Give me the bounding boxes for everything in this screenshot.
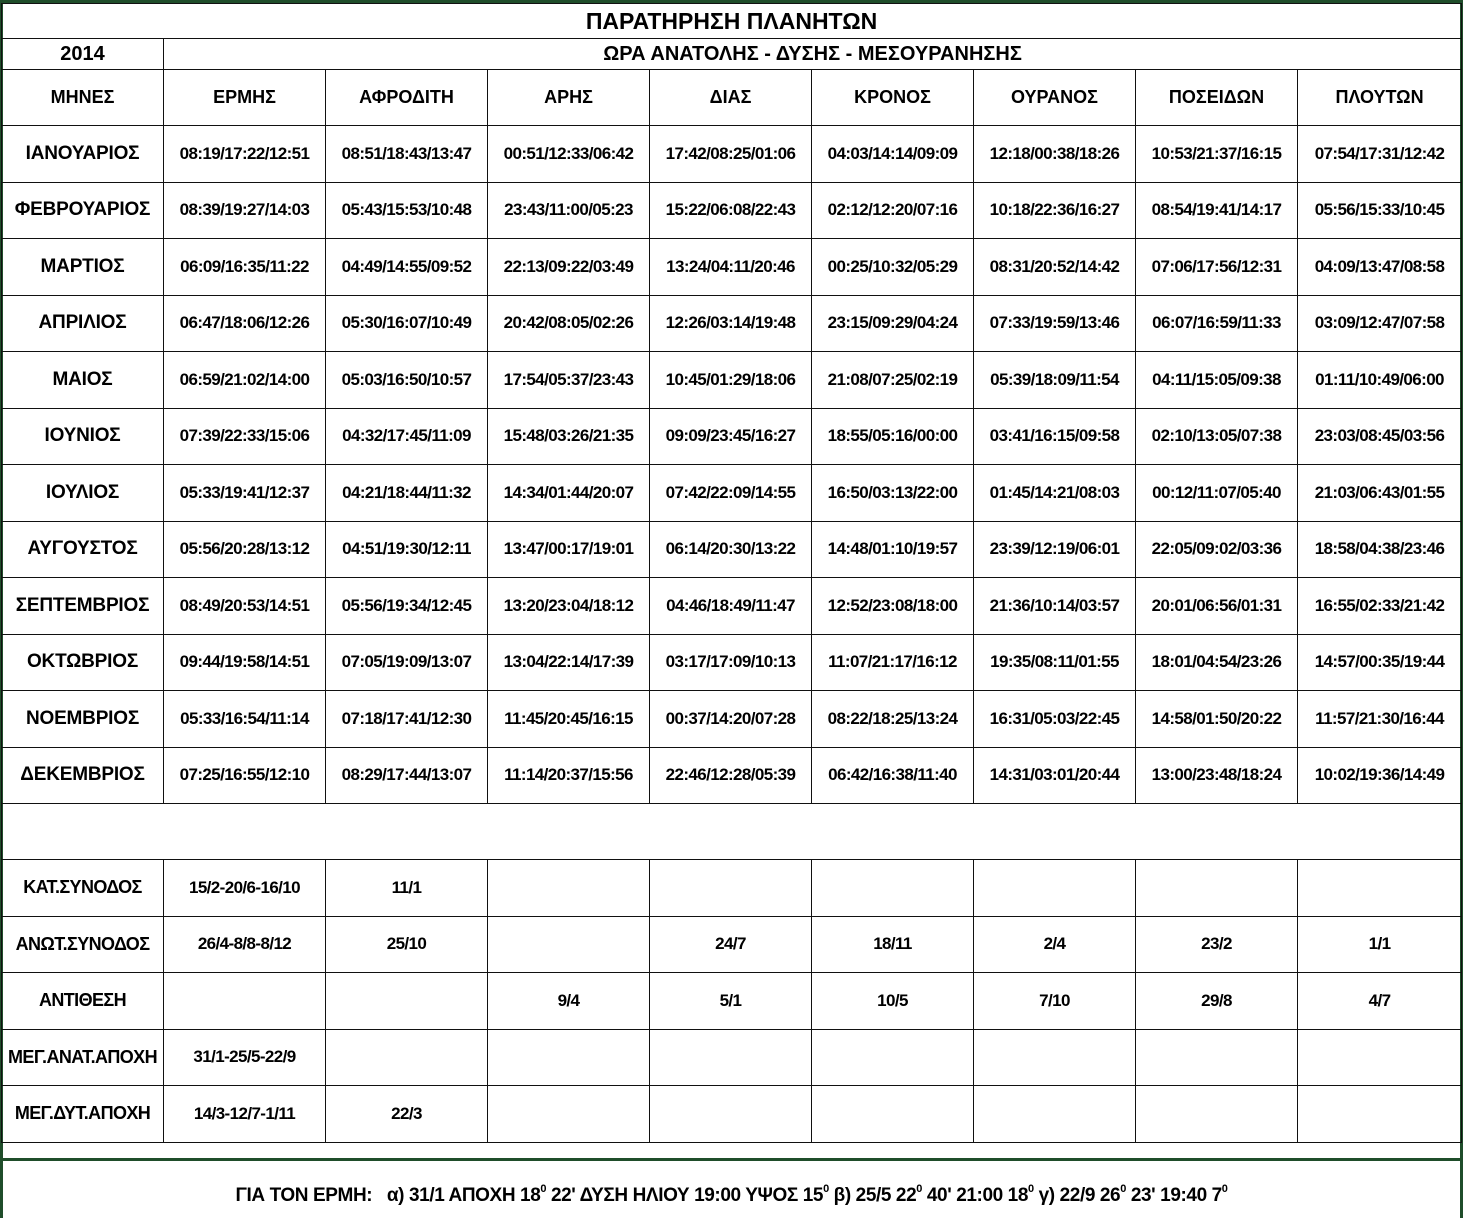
month-row	[2, 691, 1462, 748]
rise-set-transit-cell: 10:53/21:37/16:15	[1136, 126, 1298, 183]
rise-set-transit-cell: 14:31/03:01/20:44	[974, 747, 1136, 804]
rise-set-transit-cell: 15:48/03:26/21:35	[488, 408, 650, 465]
rise-set-transit-cell: 13:20/23:04/18:12	[488, 578, 650, 635]
rise-set-transit-cell: 21:36/10:14/03:57	[974, 578, 1136, 635]
event-date-cell: 31/1-25/5-22/9	[164, 1029, 326, 1086]
footnote-c-label: γ)	[1033, 1185, 1055, 1206]
month-row	[2, 295, 1462, 352]
rise-set-transit-cell: 21:08/07:25/02:19	[812, 352, 974, 409]
footnote-b-text2: 40' 21:00 18	[922, 1185, 1029, 1206]
months-header: ΜΗΝΕΣ	[2, 70, 164, 126]
footnote-prefix: ΓΙΑ ΤΟΝ ΕΡΜΗ:	[235, 1185, 373, 1206]
footnote-a-text2: 22' ΔΥΣΗ ΗΛΙΟΥ 19:00 ΥΨΟΣ 15	[546, 1185, 824, 1206]
rise-set-transit-cell: 19:35/08:11/01:55	[974, 634, 1136, 691]
event-name: ΜΕΓ.ΑΝΑΤ.ΑΠΟΧΗ	[2, 1029, 164, 1086]
month-row	[2, 578, 1462, 635]
rise-set-transit-cell: 22:13/09:22/03:49	[488, 239, 650, 296]
rise-set-transit-cell: 14:48/01:10/19:57	[812, 521, 974, 578]
page-title: ΠΑΡΑΤΗΡΗΣΗ ΠΛΑΝΗΤΩΝ	[2, 4, 1462, 39]
event-date-cell: 25/10	[326, 916, 488, 973]
event-date-cell	[1298, 1029, 1462, 1086]
rise-set-transit-cell: 04:32/17:45/11:09	[326, 408, 488, 465]
rise-set-transit-cell: 06:09/16:35/11:22	[164, 239, 326, 296]
rise-set-transit-cell: 00:37/14:20/07:28	[650, 691, 812, 748]
rise-set-transit-cell: 05:33/16:54/11:14	[164, 691, 326, 748]
subtitle: ΩΡΑ ΑΝΑΤΟΛΗΣ - ΔΥΣΗΣ - ΜΕΣΟΥΡΑΝΗΣΗΣ	[164, 39, 1462, 70]
rise-set-transit-cell: 04:21/18:44/11:32	[326, 465, 488, 522]
rise-set-transit-cell: 06:42/16:38/11:40	[812, 747, 974, 804]
rise-set-transit-cell: 14:57/00:35/19:44	[1298, 634, 1462, 691]
planet-header: ΑΡΗΣ	[488, 70, 650, 126]
planet-header: ΔΙΑΣ	[650, 70, 812, 126]
rise-set-transit-cell: 05:39/18:09/11:54	[974, 352, 1136, 409]
planet-header: ΠΟΣΕΙΔΩΝ	[1136, 70, 1298, 126]
planet-header: ΑΦΡΟΔΙΤΗ	[326, 70, 488, 126]
event-date-cell: 29/8	[1136, 973, 1298, 1030]
rise-set-transit-cell: 23:39/12:19/06:01	[974, 521, 1136, 578]
planet-header: ΠΛΟΥΤΩΝ	[1298, 70, 1462, 126]
event-date-cell	[488, 860, 650, 917]
event-date-cell	[974, 1029, 1136, 1086]
rise-set-transit-cell: 08:51/18:43/13:47	[326, 126, 488, 183]
event-row	[2, 1086, 1462, 1143]
rise-set-transit-cell: 13:47/00:17/19:01	[488, 521, 650, 578]
rise-set-transit-cell: 16:55/02:33/21:42	[1298, 578, 1462, 635]
month-name: ΔΕΚΕΜΒΡΙΟΣ	[2, 747, 164, 804]
event-name: ΑΝΩΤ.ΣΥΝΟΔΟΣ	[2, 916, 164, 973]
event-date-cell	[1298, 860, 1462, 917]
rise-set-transit-cell: 16:31/05:03/22:45	[974, 691, 1136, 748]
event-date-cell: 7/10	[974, 973, 1136, 1030]
event-date-cell: 24/7	[650, 916, 812, 973]
rise-set-transit-cell: 16:50/03:13/22:00	[812, 465, 974, 522]
event-date-cell	[488, 916, 650, 973]
rise-set-transit-cell: 21:03/06:43/01:55	[1298, 465, 1462, 522]
month-row	[2, 747, 1462, 804]
year-cell: 2014	[2, 39, 164, 70]
rise-set-transit-cell: 12:18/00:38/18:26	[974, 126, 1136, 183]
planet-observation-table	[1, 3, 1462, 1143]
rise-set-transit-cell: 07:18/17:41/12:30	[326, 691, 488, 748]
rise-set-transit-cell: 00:51/12:33/06:42	[488, 126, 650, 183]
month-name: ΑΠΡΙΛΙΟΣ	[2, 295, 164, 352]
rise-set-transit-cell: 23:43/11:00/05:23	[488, 182, 650, 239]
month-row	[2, 239, 1462, 296]
rise-set-transit-cell: 05:33/19:41/12:37	[164, 465, 326, 522]
event-date-cell	[1298, 1086, 1462, 1143]
rise-set-transit-cell: 14:34/01:44/20:07	[488, 465, 650, 522]
degree-mark: 0	[1028, 1183, 1034, 1195]
rise-set-transit-cell: 22:46/12:28/05:39	[650, 747, 812, 804]
rise-set-transit-cell: 06:59/21:02/14:00	[164, 352, 326, 409]
rise-set-transit-cell: 09:44/19:58/14:51	[164, 634, 326, 691]
rise-set-transit-cell: 13:04/22:14/17:39	[488, 634, 650, 691]
rise-set-transit-cell: 08:22/18:25/13:24	[812, 691, 974, 748]
rise-set-transit-cell: 07:06/17:56/12:31	[1136, 239, 1298, 296]
rise-set-transit-cell: 04:11/15:05/09:38	[1136, 352, 1298, 409]
rise-set-transit-cell: 05:43/15:53/10:48	[326, 182, 488, 239]
degree-mark: 0	[540, 1183, 547, 1195]
rise-set-transit-cell: 08:49/20:53/14:51	[164, 578, 326, 635]
month-name: ΣΕΠΤΕΜΒΡΙΟΣ	[2, 578, 164, 635]
event-date-cell: 9/4	[488, 973, 650, 1030]
rise-set-transit-cell: 20:01/06:56/01:31	[1136, 578, 1298, 635]
event-date-cell: 2/4	[974, 916, 1136, 973]
event-date-cell	[164, 973, 326, 1030]
spacer-row	[2, 804, 1462, 860]
rise-set-transit-cell: 11:14/20:37/15:56	[488, 747, 650, 804]
degree-mark: 0	[916, 1183, 922, 1195]
rise-set-transit-cell: 10:02/19:36/14:49	[1298, 747, 1462, 804]
rise-set-transit-cell: 10:45/01:29/18:06	[650, 352, 812, 409]
rise-set-transit-cell: 13:24/04:11/20:46	[650, 239, 812, 296]
rise-set-transit-cell: 03:09/12:47/07:58	[1298, 295, 1462, 352]
rise-set-transit-cell: 11:57/21:30/16:44	[1298, 691, 1462, 748]
rise-set-transit-cell: 04:46/18:49/11:47	[650, 578, 812, 635]
month-row	[2, 634, 1462, 691]
event-date-cell: 23/2	[1136, 916, 1298, 973]
month-name: ΙΑΝΟΥΑΡΙΟΣ	[2, 126, 164, 183]
footnote-c-text2: 23' 19:40 7	[1125, 1185, 1222, 1206]
rise-set-transit-cell: 04:51/19:30/12:11	[326, 521, 488, 578]
event-date-cell	[488, 1086, 650, 1143]
rise-set-transit-cell: 06:47/18:06/12:26	[164, 295, 326, 352]
rise-set-transit-cell: 14:58/01:50/20:22	[1136, 691, 1298, 748]
month-row	[2, 352, 1462, 409]
rise-set-transit-cell: 04:49/14:55/09:52	[326, 239, 488, 296]
planet-header: ΟΥΡΑΝΟΣ	[974, 70, 1136, 126]
month-name: ΦΕΒΡΟΥΑΡΙΟΣ	[2, 182, 164, 239]
event-row	[2, 916, 1462, 973]
rise-set-transit-cell: 23:03/08:45/03:56	[1298, 408, 1462, 465]
month-row	[2, 126, 1462, 183]
footnote-b-label: β)	[828, 1185, 851, 1206]
event-date-cell	[326, 1029, 488, 1086]
rise-set-transit-cell: 01:45/14:21/08:03	[974, 465, 1136, 522]
event-row	[2, 973, 1462, 1030]
event-row	[2, 860, 1462, 917]
month-name: ΑΥΓΟΥΣΤΟΣ	[2, 521, 164, 578]
rise-set-transit-cell: 08:19/17:22/12:51	[164, 126, 326, 183]
rise-set-transit-cell: 05:03/16:50/10:57	[326, 352, 488, 409]
degree-mark: 0	[823, 1183, 829, 1195]
rise-set-transit-cell: 00:25/10:32/05:29	[812, 239, 974, 296]
rise-set-transit-cell: 07:39/22:33/15:06	[164, 408, 326, 465]
rise-set-transit-cell: 02:12/12:20/07:16	[812, 182, 974, 239]
mercury-footnote	[0, 1185, 1463, 1207]
event-date-cell	[650, 1029, 812, 1086]
rise-set-transit-cell: 07:25/16:55/12:10	[164, 747, 326, 804]
rise-set-transit-cell: 06:14/20:30/13:22	[650, 521, 812, 578]
spacer-cell	[2, 804, 1462, 860]
rise-set-transit-cell: 18:58/04:38/23:46	[1298, 521, 1462, 578]
rise-set-transit-cell: 03:41/16:15/09:58	[974, 408, 1136, 465]
event-date-cell: 5/1	[650, 973, 812, 1030]
rise-set-transit-cell: 15:22/06:08/22:43	[650, 182, 812, 239]
month-name: ΟΚΤΩΒΡΙΟΣ	[2, 634, 164, 691]
rise-set-transit-cell: 08:39/19:27/14:03	[164, 182, 326, 239]
rise-set-transit-cell: 23:15/09:29/04:24	[812, 295, 974, 352]
event-date-cell	[650, 860, 812, 917]
footnote-b-text1: 25/5 22	[850, 1185, 917, 1206]
rise-set-transit-cell: 05:30/16:07/10:49	[326, 295, 488, 352]
rise-set-transit-cell: 10:18/22:36/16:27	[974, 182, 1136, 239]
footnote-c-text1: 22/9 26	[1054, 1185, 1121, 1206]
month-row	[2, 408, 1462, 465]
month-name: ΜΑΡΤΙΟΣ	[2, 239, 164, 296]
event-date-cell	[974, 1086, 1136, 1143]
column-header-row	[2, 70, 1462, 126]
rise-set-transit-cell: 02:10/13:05/07:38	[1136, 408, 1298, 465]
event-date-cell	[650, 1086, 812, 1143]
event-date-cell	[974, 860, 1136, 917]
event-name: ΑΝΤΙΘΕΣΗ	[2, 973, 164, 1030]
month-row	[2, 182, 1462, 239]
rise-set-transit-cell: 04:03/14:14/09:09	[812, 126, 974, 183]
event-name: ΜΕΓ.ΔΥΤ.ΑΠΟΧΗ	[2, 1086, 164, 1143]
rise-set-transit-cell: 08:31/20:52/14:42	[974, 239, 1136, 296]
rise-set-transit-cell: 05:56/19:34/12:45	[326, 578, 488, 635]
footnote-a-label: α)	[386, 1185, 405, 1206]
month-row	[2, 521, 1462, 578]
planet-header: ΚΡΟΝΟΣ	[812, 70, 974, 126]
month-row	[2, 465, 1462, 522]
rise-set-transit-cell: 11:45/20:45/16:15	[488, 691, 650, 748]
event-name: ΚΑΤ.ΣΥΝΟΔΟΣ	[2, 860, 164, 917]
rise-set-transit-cell: 17:54/05:37/23:43	[488, 352, 650, 409]
event-date-cell: 11/1	[326, 860, 488, 917]
rise-set-transit-cell: 18:01/04:54/23:26	[1136, 634, 1298, 691]
event-date-cell: 4/7	[1298, 973, 1462, 1030]
month-name: ΝΟΕΜΒΡΙΟΣ	[2, 691, 164, 748]
event-date-cell: 18/11	[812, 916, 974, 973]
rise-set-transit-cell: 17:42/08:25/01:06	[650, 126, 812, 183]
event-date-cell	[812, 860, 974, 917]
rise-set-transit-cell: 03:17/17:09/10:13	[650, 634, 812, 691]
event-row	[2, 1029, 1462, 1086]
rise-set-transit-cell: 06:07/16:59/11:33	[1136, 295, 1298, 352]
rise-set-transit-cell: 07:05/19:09/13:07	[326, 634, 488, 691]
rise-set-transit-cell: 09:09/23:45/16:27	[650, 408, 812, 465]
rise-set-transit-cell: 12:52/23:08/18:00	[812, 578, 974, 635]
event-date-cell	[1136, 860, 1298, 917]
rise-set-transit-cell: 13:00/23:48/18:24	[1136, 747, 1298, 804]
event-date-cell	[812, 1029, 974, 1086]
degree-mark: 0	[1221, 1183, 1228, 1195]
rise-set-transit-cell: 05:56/20:28/13:12	[164, 521, 326, 578]
rise-set-transit-cell: 20:42/08:05/02:26	[488, 295, 650, 352]
event-date-cell: 22/3	[326, 1086, 488, 1143]
event-date-cell: 1/1	[1298, 916, 1462, 973]
rise-set-transit-cell: 04:09/13:47/08:58	[1298, 239, 1462, 296]
rise-set-transit-cell: 11:07/21:17/16:12	[812, 634, 974, 691]
rise-set-transit-cell: 12:26/03:14/19:48	[650, 295, 812, 352]
rise-set-transit-cell: 01:11/10:49/06:00	[1298, 352, 1462, 409]
degree-mark: 0	[1120, 1183, 1126, 1195]
rise-set-transit-cell: 07:54/17:31/12:42	[1298, 126, 1462, 183]
rise-set-transit-cell: 22:05/09:02/03:36	[1136, 521, 1298, 578]
event-date-cell	[1136, 1029, 1298, 1086]
rise-set-transit-cell: 08:29/17:44/13:07	[326, 747, 488, 804]
footnote-a-text1: 31/1 ΑΠΟΧΗ 18	[408, 1185, 541, 1206]
rise-set-transit-cell: 07:33/19:59/13:46	[974, 295, 1136, 352]
planet-header: ΕΡΜΗΣ	[164, 70, 326, 126]
event-date-cell: 14/3-12/7-1/11	[164, 1086, 326, 1143]
event-date-cell: 10/5	[812, 973, 974, 1030]
event-date-cell	[1136, 1086, 1298, 1143]
rise-set-transit-cell: 08:54/19:41/14:17	[1136, 182, 1298, 239]
rise-set-transit-cell: 07:42/22:09/14:55	[650, 465, 812, 522]
month-name: ΜΑΙΟΣ	[2, 352, 164, 409]
event-date-cell	[326, 973, 488, 1030]
event-date-cell	[812, 1086, 974, 1143]
month-name: ΙΟΥΝΙΟΣ	[2, 408, 164, 465]
month-name: ΙΟΥΛΙΟΣ	[2, 465, 164, 522]
event-date-cell: 15/2-20/6-16/10	[164, 860, 326, 917]
rise-set-transit-cell: 00:12/11:07/05:40	[1136, 465, 1298, 522]
event-date-cell: 26/4-8/8-8/12	[164, 916, 326, 973]
event-date-cell	[488, 1029, 650, 1086]
rise-set-transit-cell: 05:56/15:33/10:45	[1298, 182, 1462, 239]
rise-set-transit-cell: 18:55/05:16/00:00	[812, 408, 974, 465]
